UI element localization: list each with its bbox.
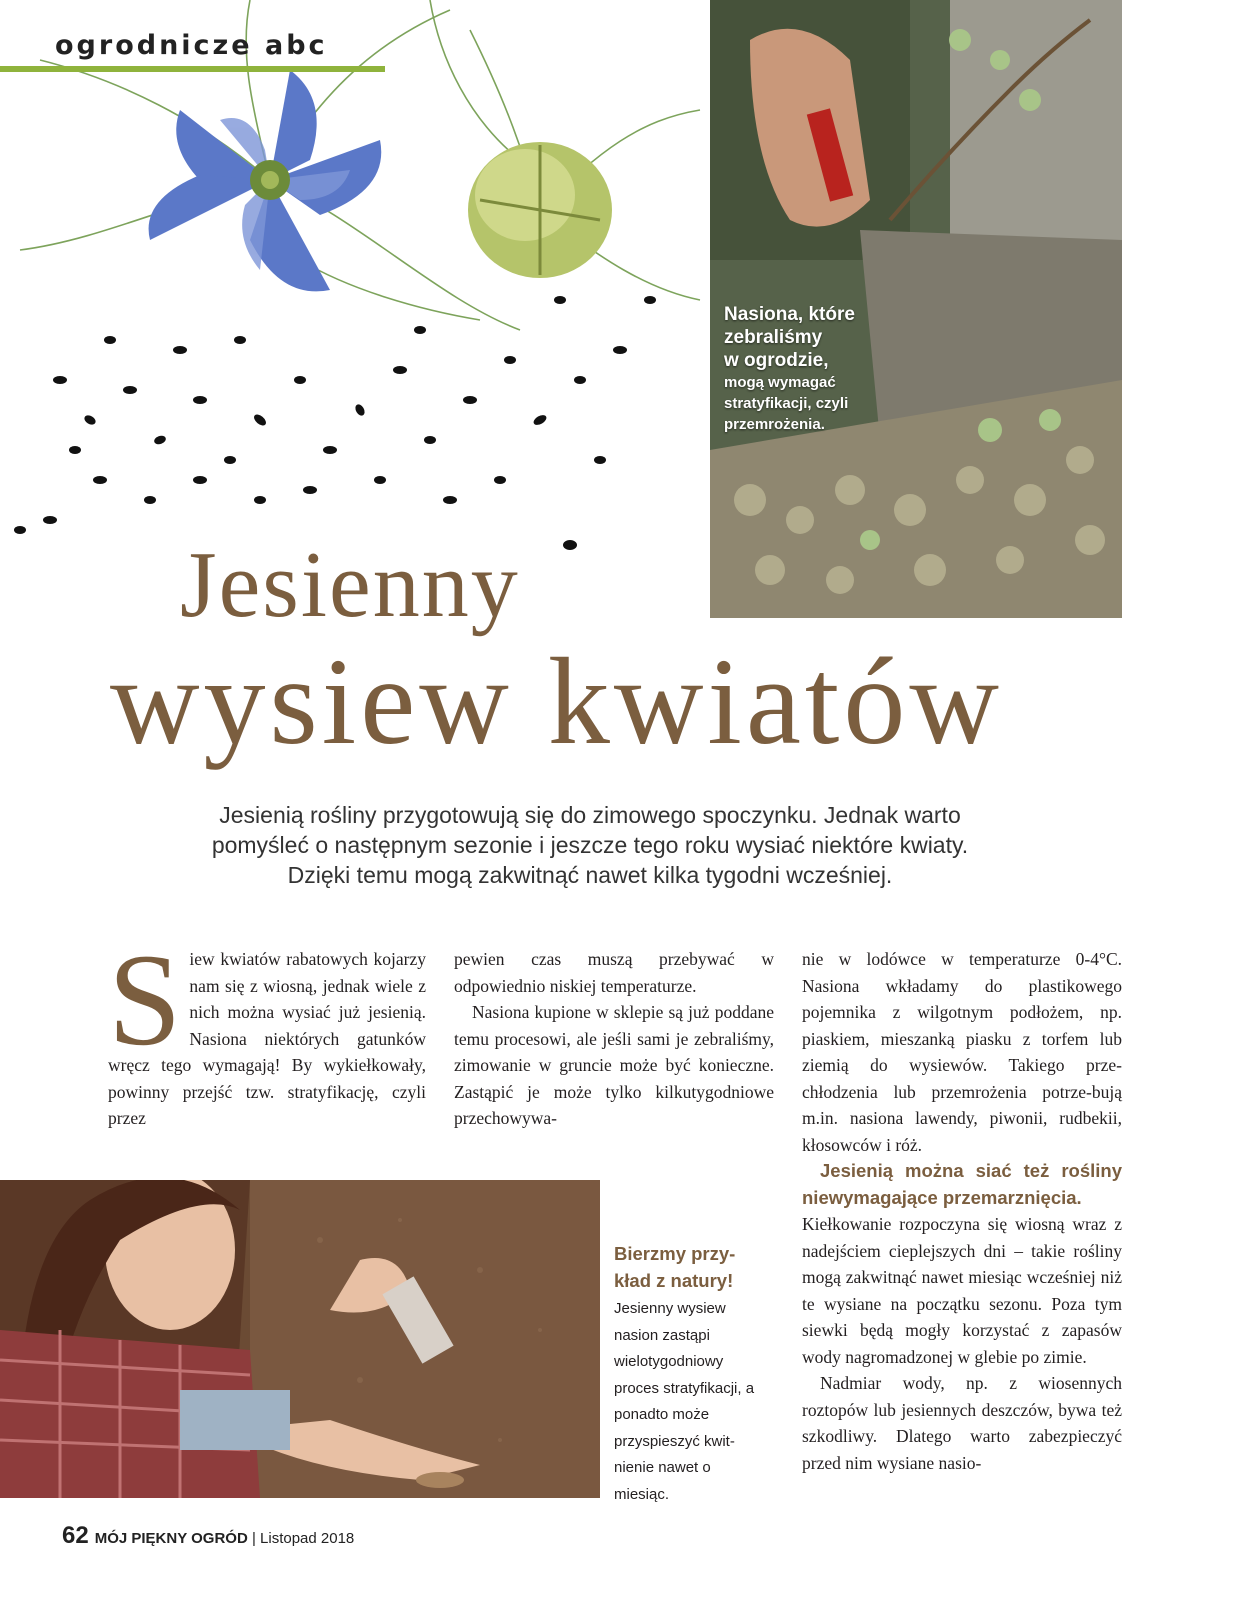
sidebar-box [614, 1240, 759, 1508]
body-paragraph: iew kwiatów rabatowych kojarzy nam się z wiosną, jednak wiele z nich można wysiać już jesienią. Nasiona niektórych gatunków wręcz tego wymagają! By wykiełkowały, powinny przejść tzw. stratyfikację, czyli przez [108, 949, 426, 1128]
body-column-3 [802, 946, 1122, 1476]
page-footer [62, 1522, 354, 1550]
sidebar-title: Bierzmy przy-kład z natury! [614, 1243, 736, 1291]
caption-line: przemrożenia. [724, 416, 825, 433]
lead-line: Jesienią rośliny przygotowują się do zimowego spoczynku. Jednak warto [219, 802, 961, 828]
body-subheading: Jesienią można siać też rośliny niewymagające przemarznięcia. [802, 1160, 1122, 1208]
hero-photo [0, 0, 705, 560]
harvest-caption [724, 303, 874, 435]
body-paragraph: Nasiona kupione w sklepie są już poddane temu procesowi, ale jeśli sami je zebraliśmy, zimowanie w gruncie może być konieczne. Zastąpić je może tylko kilkutygodniowe przechowywa- [454, 1002, 774, 1128]
section-bar [0, 66, 385, 72]
drop-cap: S [108, 926, 182, 1073]
headline-line-2: wysiew kwiatów [110, 633, 1003, 770]
page-number: 62 [62, 1522, 89, 1549]
caption-line: stratyfikacji, czyli [724, 395, 849, 412]
issue-date: | Listopad 2018 [247, 1530, 355, 1547]
body-column-1 [108, 926, 426, 1132]
lead-paragraph [150, 800, 1030, 890]
caption-line: mogą wymagać [724, 374, 836, 391]
body-paragraph: Kiełkowanie rozpoczyna się wiosną wraz z nadejściem cieplejszych dni – takie rośliny mogą zakwitnąć nawet miesiąc wcześniej niż te wysiane na początku sezonu. Poza tym siewki będą mogły korzystać z zapasów wody nagromadzonej w glebie po zimie. [802, 1214, 1122, 1367]
caption-line: w ogrodzie, [724, 350, 829, 371]
lead-line: pomyśleć o następnym sezonie i jeszcze tego roku wysiać niektóre kwiaty. [211, 832, 969, 858]
caption-line: zebraliśmy [724, 327, 823, 348]
headline-line-1: Jesienny [180, 533, 520, 637]
section-tag: ogrodnicze abc [55, 30, 328, 61]
caption-line: Nasiona, które [724, 304, 855, 325]
sidebar-body: Jesienny wysiew nasion zastąpi wielotygodniowy proces stratyfikacji, a ponadto może przyspieszyć kwit-nienie nawet o miesiąc. [614, 1300, 755, 1503]
woman-photo [0, 1180, 600, 1498]
body-paragraph: nie w lodówce w temperaturze 0-4°C. Nasiona wkładamy do plastikowego pojemnika z wilgotnym podłożem, np. piaskiem, mieszanką piasku z torfem lub ziemią do wysiewów. Takiego prze-chłodzenia lub przemrożenia potrze-bują m.in. nasiona lawendy, piwonii, rudbekii, kłosowców i róż. [802, 949, 1122, 1155]
body-column-2 [454, 946, 774, 1132]
magazine-name: MÓJ PIĘKNY OGRÓD [94, 1530, 248, 1547]
body-paragraph: Nadmiar wody, np. z wiosennych roztopów lub jesiennych deszczów, bywa też szkodliwy. Dlatego warto zabezpieczyć przed nim wysiane nasio- [802, 1373, 1122, 1473]
body-paragraph: pewien czas muszą przebywać w odpowiednio niskiej temperaturze. [454, 949, 774, 996]
lead-line: Dzięki temu mogą zakwitnąć nawet kilka tygodni wcześniej. [287, 862, 893, 888]
